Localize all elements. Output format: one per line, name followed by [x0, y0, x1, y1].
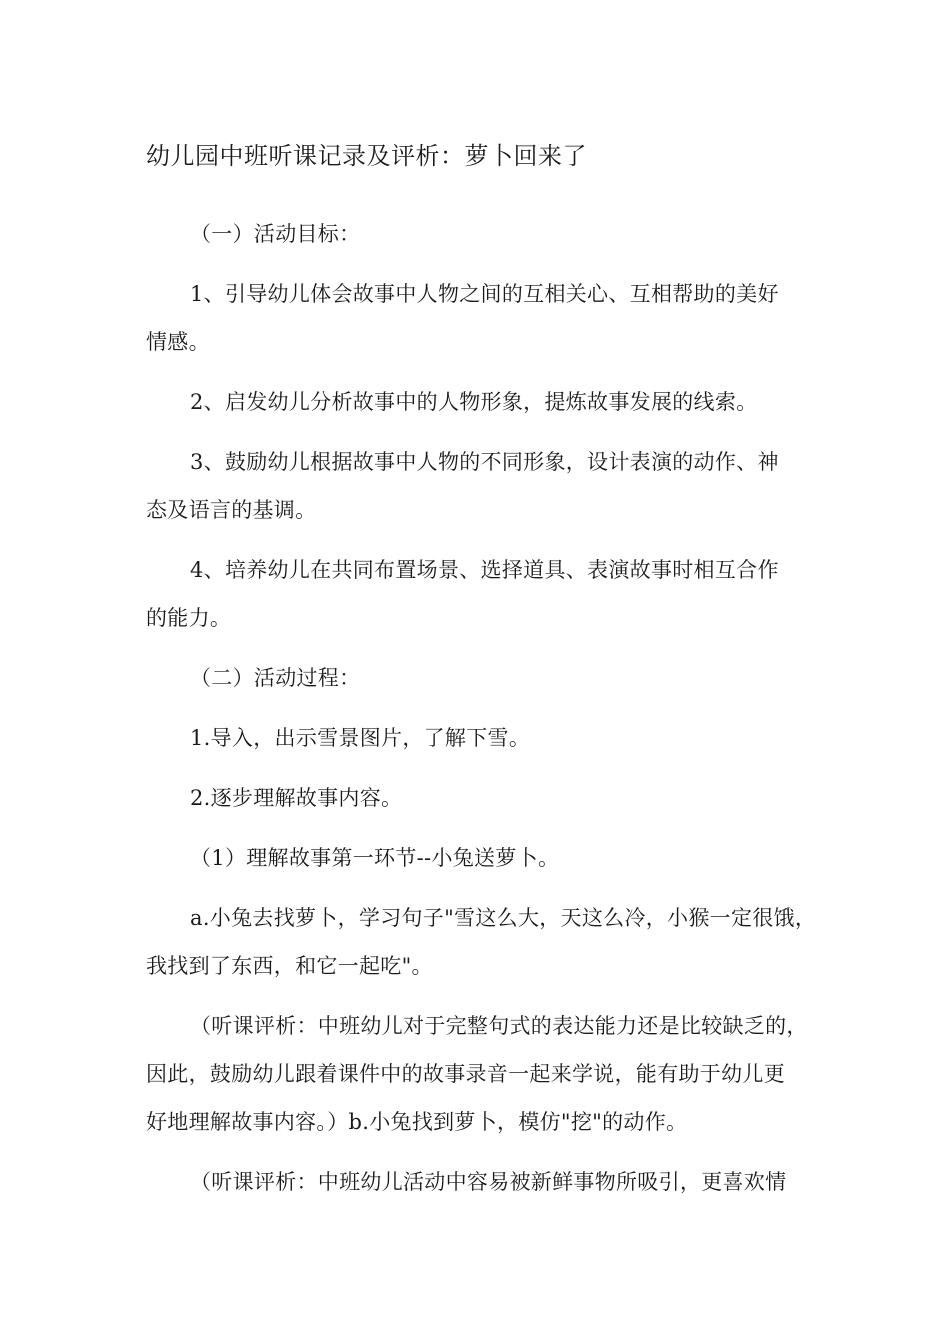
paragraph-line: 2、启发幼儿分析故事中的人物形象，提炼故事发展的线索。: [190, 390, 758, 414]
paragraph-line: 情感。: [146, 330, 210, 354]
paragraph-line: 好地理解故事内容。）b.小兔找到萝卜，模仿"挖"的动作。: [146, 1110, 688, 1134]
section-heading-process: （二）活动过程：: [190, 666, 361, 690]
paragraph-line: 态及语言的基调。: [146, 498, 317, 522]
paragraph-line: 我找到了东西，和它一起吃"。: [146, 954, 433, 978]
paragraph-line: （听课评析：中班幼儿对于完整句式的表达能力还是比较缺乏的，: [190, 1014, 808, 1038]
paragraph-line: 2.逐步理解故事内容。: [190, 786, 403, 810]
paragraph-line: 1、引导幼儿体会故事中人物之间的互相关心、互相帮助的美好: [190, 282, 779, 306]
paragraph-line: （1）理解故事第一环节--小兔送萝卜。: [190, 846, 560, 870]
paragraph-line: 4、培养幼儿在共同布置场景、选择道具、表演故事时相互合作: [190, 558, 779, 582]
paragraph-line: 1.导入，出示雪景图片，了解下雪。: [190, 726, 531, 750]
paragraph-line: a.小兔去找萝卜，学习句子"雪这么大，天这么冷，小猴一定很饿，: [190, 906, 817, 930]
paragraph-line: （听课评析：中班幼儿活动中容易被新鲜事物所吸引，更喜欢情: [190, 1170, 787, 1194]
paragraph-line: 因此，鼓励幼儿跟着课件中的故事录音一起来学说，能有助于幼儿更: [146, 1062, 785, 1086]
section-heading-goals: （一）活动目标：: [190, 222, 361, 246]
paragraph-line: 的能力。: [146, 606, 232, 630]
document-title: 幼儿园中班听课记录及评析：萝卜回来了: [146, 142, 587, 170]
paragraph-line: 3、鼓励幼儿根据故事中人物的不同形象，设计表演的动作、神: [190, 450, 779, 474]
